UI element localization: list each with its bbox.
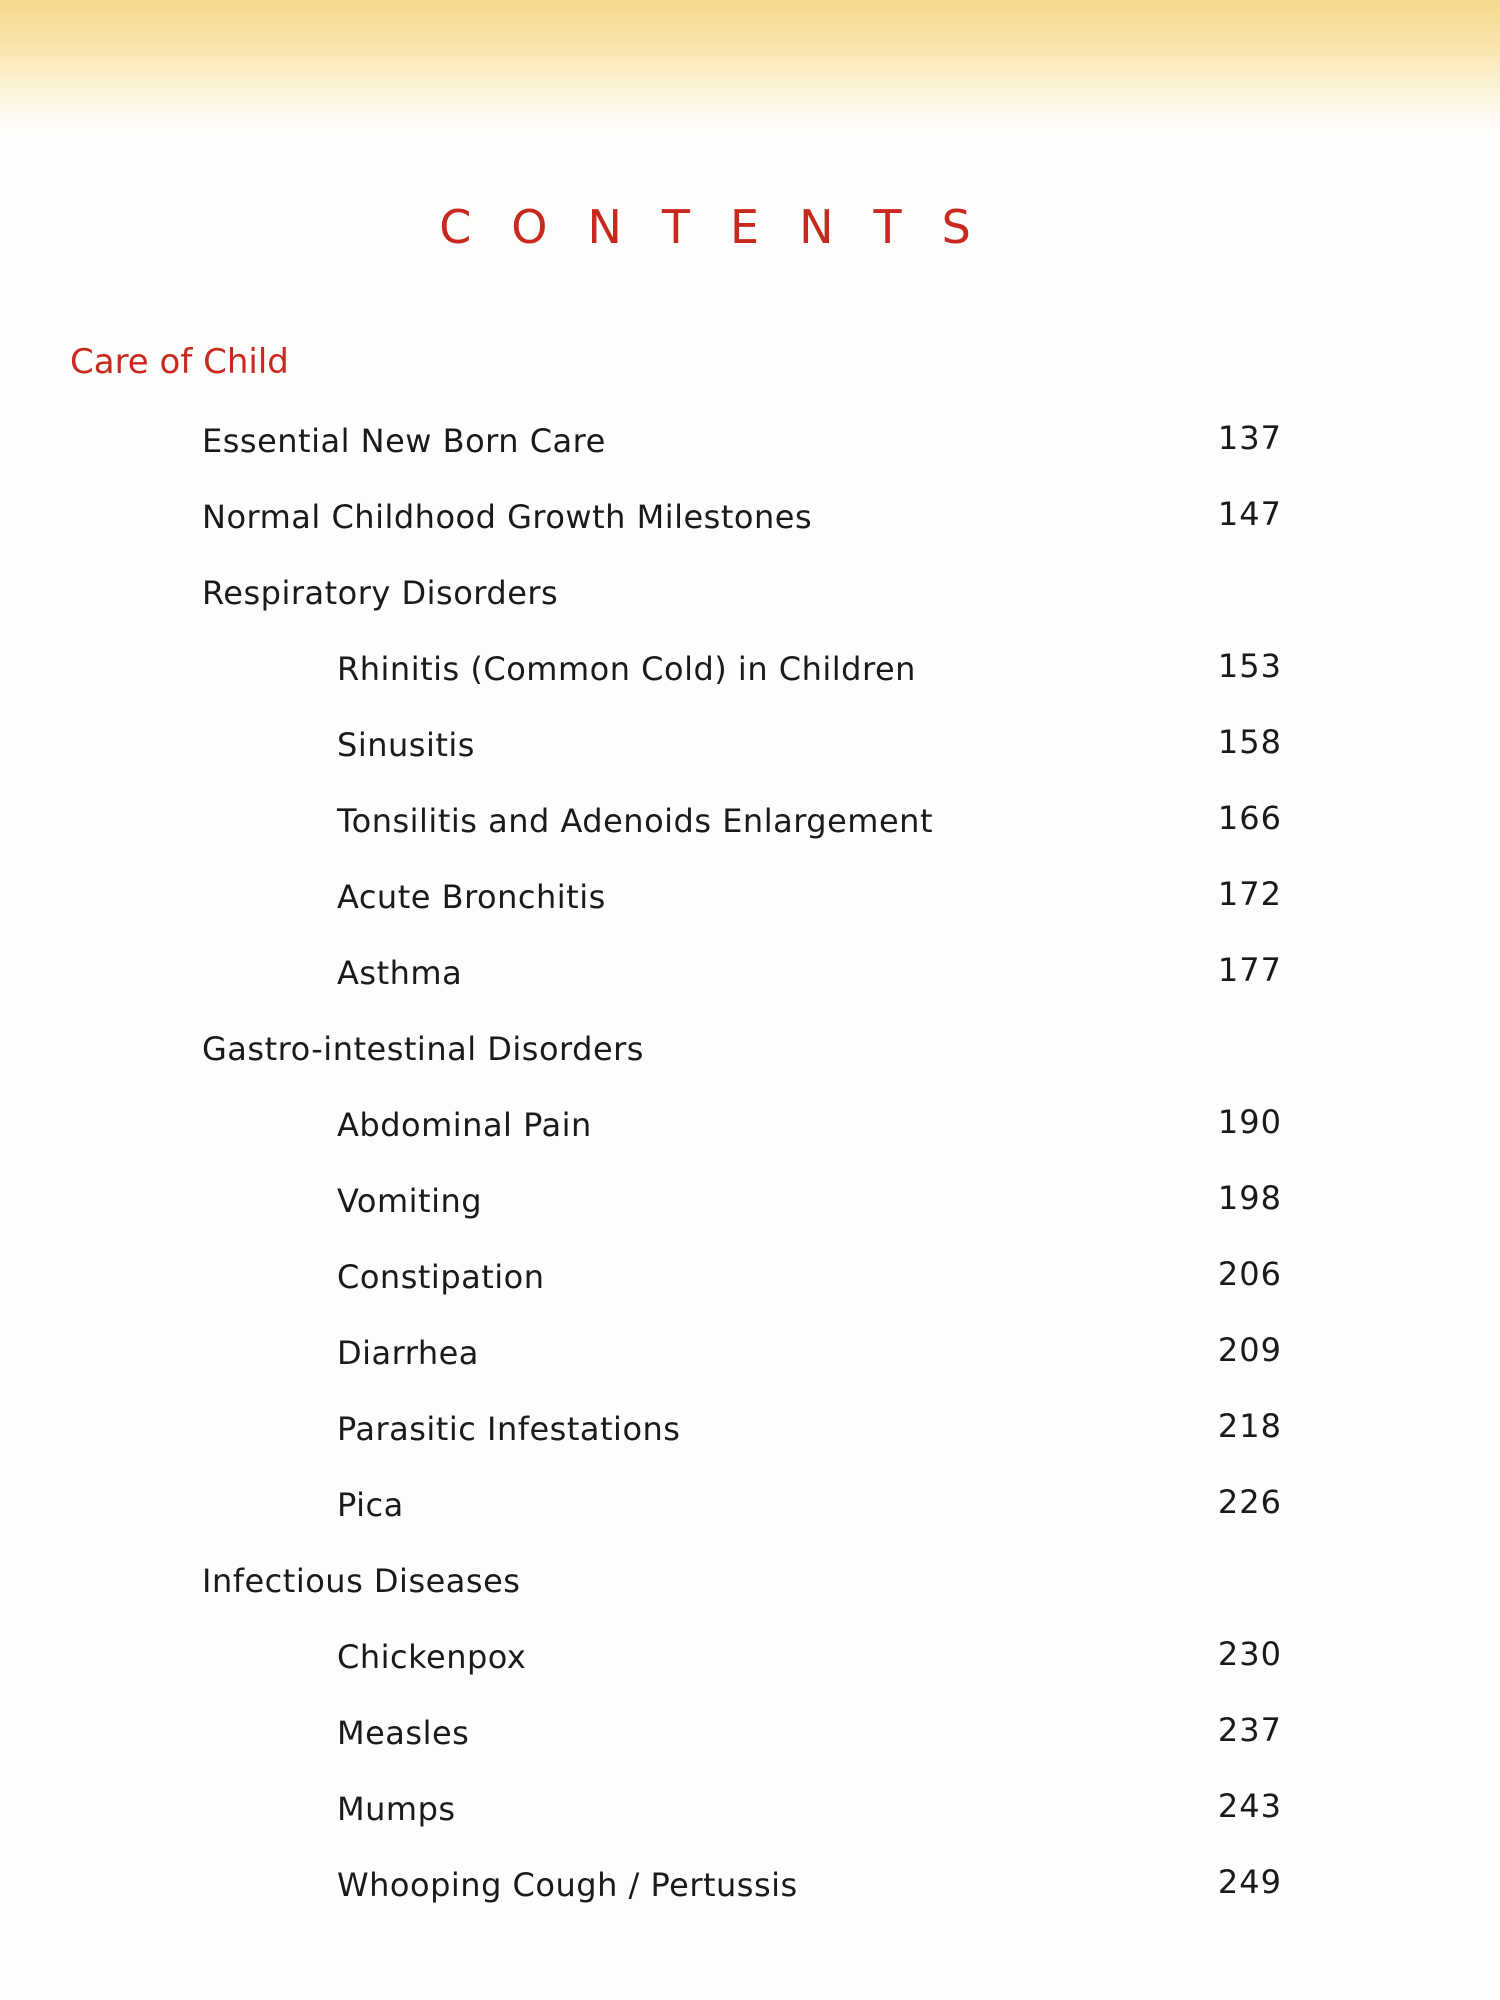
toc-entry-page: 158	[1217, 723, 1282, 761]
toc-entry-page: 206	[1217, 1255, 1282, 1293]
toc-entry-label: Parasitic Infestations	[337, 1410, 681, 1448]
toc-entry-page: 166	[1217, 799, 1282, 837]
toc-entry-page: 218	[1217, 1407, 1282, 1445]
toc-entry-label: Pica	[337, 1486, 404, 1524]
toc-entry-label: Whooping Cough / Pertussis	[337, 1866, 798, 1904]
toc-entry-label: Chickenpox	[337, 1638, 527, 1676]
toc-entry-label: Constipation	[337, 1258, 545, 1296]
toc-heading-entry	[0, 574, 1500, 624]
toc-entry-label: Measles	[337, 1714, 470, 1752]
toc-entry-label: Acute Bronchitis	[337, 878, 606, 916]
page-title: CONTENTS	[439, 200, 1011, 254]
toc-entry-label: Essential New Born Care	[202, 422, 606, 460]
toc-entry-label: Rhinitis (Common Cold) in Children	[337, 650, 916, 688]
toc-entry-label: Abdominal Pain	[337, 1106, 592, 1144]
toc-entry-label: Diarrhea	[337, 1334, 479, 1372]
toc-entry	[0, 1407, 1500, 1460]
toc-entry	[0, 1635, 1500, 1688]
toc-entry-page: 243	[1217, 1787, 1282, 1825]
toc-entry-page: 198	[1217, 1179, 1282, 1217]
toc-entry	[0, 1103, 1500, 1156]
toc-entry	[0, 951, 1500, 1004]
toc-entry-page: 153	[1217, 647, 1282, 685]
toc-entry-page: 209	[1217, 1331, 1282, 1369]
toc-entry	[0, 1179, 1500, 1232]
toc-entry	[0, 875, 1500, 928]
toc-entry-page: 237	[1217, 1711, 1282, 1749]
toc-entry-label: Asthma	[337, 954, 463, 992]
toc-heading-entry	[0, 495, 1500, 548]
toc-entry-label: Gastro-intestinal Disorders	[202, 1030, 644, 1068]
toc-entry-label: Sinusitis	[337, 726, 475, 764]
toc-heading-entry	[0, 1030, 1500, 1080]
toc-entry-label: Infectious Diseases	[202, 1562, 521, 1600]
toc-entry	[0, 799, 1500, 852]
toc-entry	[0, 1863, 1500, 1916]
toc-entry	[0, 1483, 1500, 1536]
toc-entry-label: Tonsilitis and Adenoids Enlargement	[337, 802, 933, 840]
toc-entry-page: 226	[1217, 1483, 1282, 1521]
toc-entry-page: 177	[1217, 951, 1282, 989]
toc-entry-page: 172	[1217, 875, 1282, 913]
toc-entry-page: 147	[1217, 495, 1282, 533]
toc-entry-label: Respiratory Disorders	[202, 574, 559, 612]
toc-entry-label: Mumps	[337, 1790, 456, 1828]
section-heading: Care of Child	[70, 342, 289, 382]
toc-heading-entry	[0, 1562, 1500, 1612]
toc-heading-entry	[0, 419, 1500, 472]
toc-entry-label: Normal Childhood Growth Milestones	[202, 498, 813, 536]
toc-entry-page: 230	[1217, 1635, 1282, 1673]
toc-entry	[0, 723, 1500, 776]
toc-entry	[0, 1255, 1500, 1308]
toc-entry-page: 249	[1217, 1863, 1282, 1901]
toc-entry	[0, 1787, 1500, 1840]
toc-entry-page: 190	[1217, 1103, 1282, 1141]
toc-entry	[0, 1711, 1500, 1764]
toc-entry-label: Vomiting	[337, 1182, 483, 1220]
toc-entry-page: 137	[1217, 419, 1282, 457]
toc-entry	[0, 647, 1500, 700]
toc-entry	[0, 1331, 1500, 1384]
